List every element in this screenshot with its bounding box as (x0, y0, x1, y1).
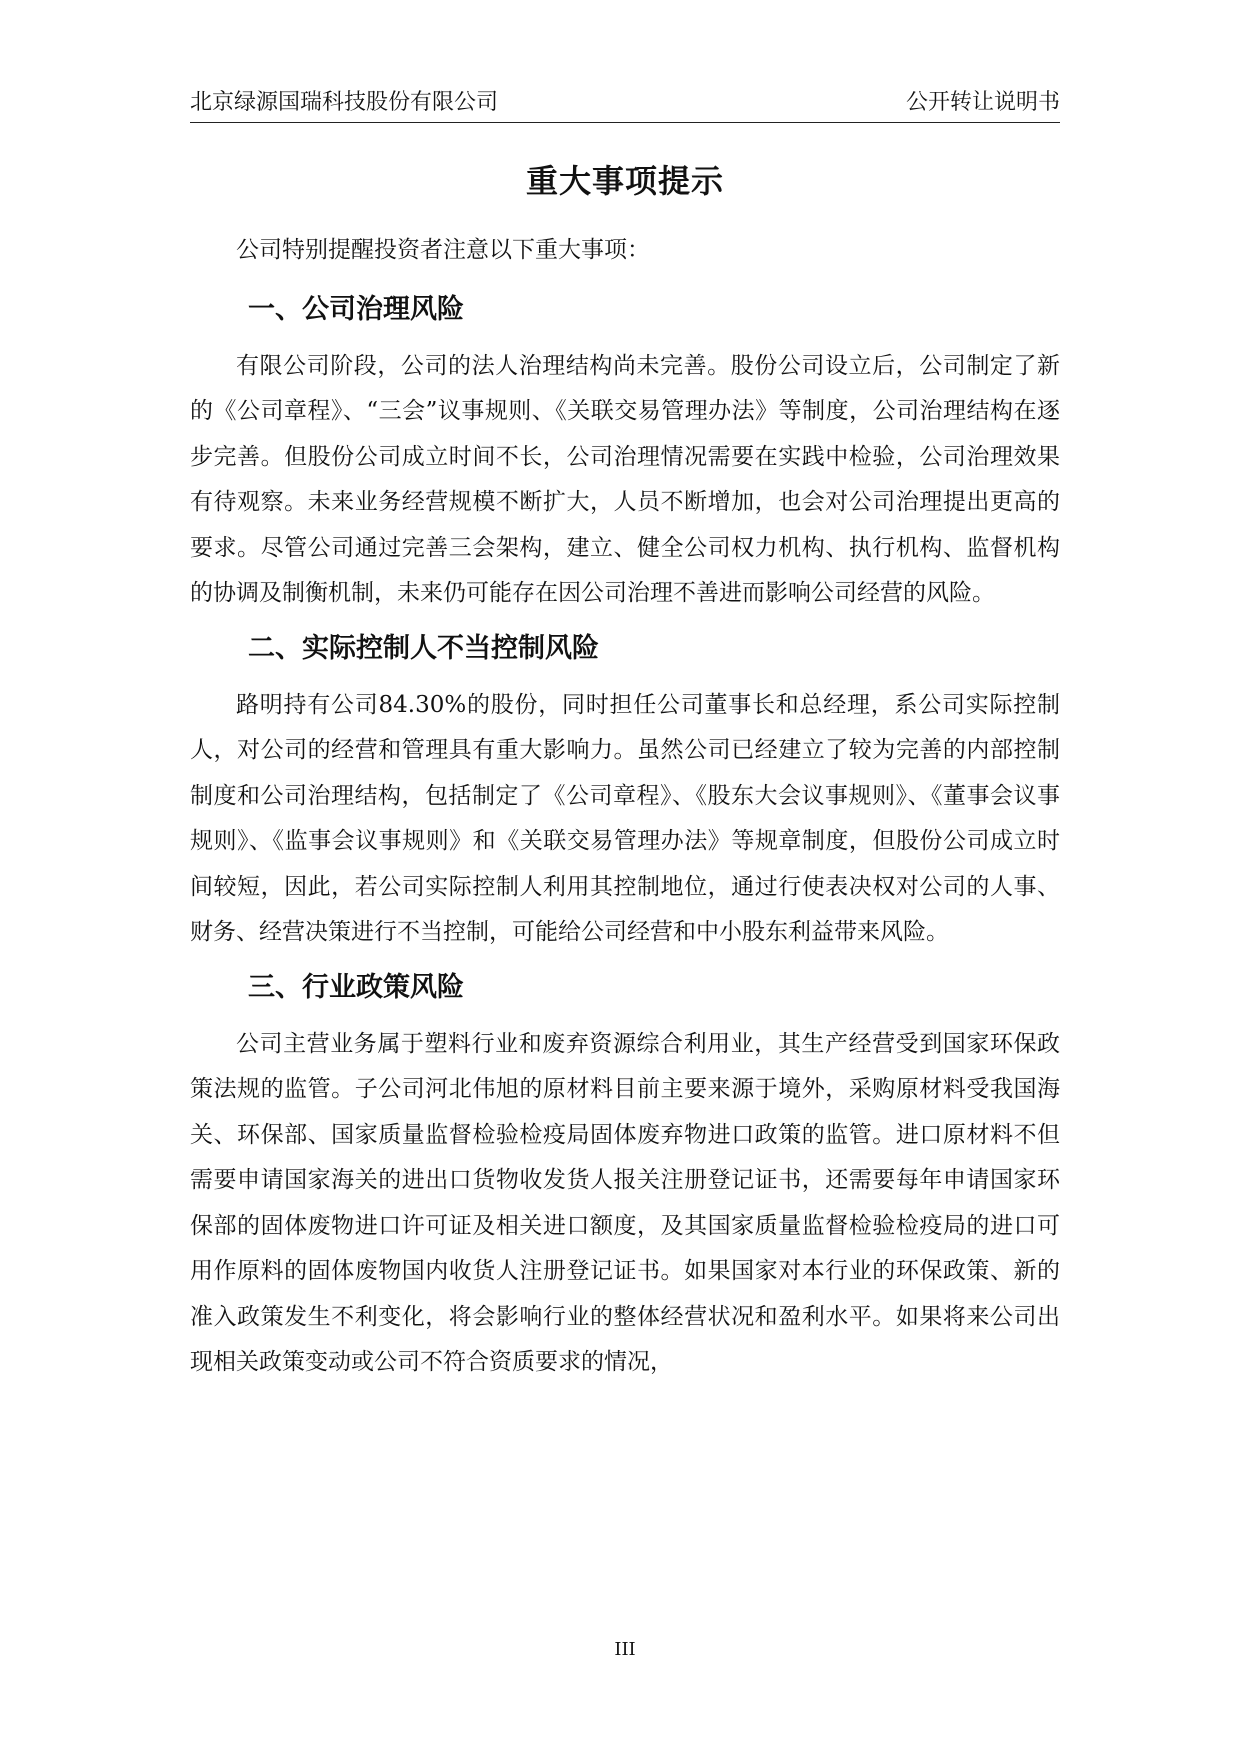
section-heading-controller-risk: 二、实际控制人不当控制风险 (248, 632, 599, 664)
page-title: 重大事项提示 (525, 162, 724, 200)
document-body (190, 228, 1060, 1394)
section-heading-governance-risk: 一、公司治理风险 (248, 293, 464, 325)
section-paragraph-controller-risk: 路明持有公司84.30%的股份，同时担任公司董事长和总经理，系公司实际控制人，对公司的经营和管理具有重大影响力。虽然公司已经建立了较为完善的内部控制制度和公司治理结构，包括制定了《公司章程》、《股东大会议事规则》、《董事会议事规则》、《监事会议事规则》和《关联交易管理办法》等规章制度，但股份公司成立时间较短，因此，若公司实际控制人利用其控制地位，通过行使表决权对公司的人事、财务、经营决策进行不当控制，可能给公司经营和中小股东利益带来风险。 (190, 691, 1060, 945)
header-document-type: 公开转让说明书 (905, 90, 1060, 115)
page-number: III (614, 1639, 636, 1660)
page-header (190, 88, 1060, 123)
section-paragraph-governance-risk: 有限公司阶段，公司的法人治理结构尚未完善。股份公司设立后，公司制定了新的《公司章程》、“三会”议事规则、《关联交易管理办法》等制度，公司治理结构在逐步完善。但股份公司成立时间不长，公司治理情况需要在实践中检验，公司治理效果有待观察。未来业务经营规模不断扩大，人员不断增加，也会对公司治理提出更高的要求。尽管公司通过完善三会架构，建立、健全公司权力机构、执行机构、监督机构的协调及制衡机制，未来仍可能存在因公司治理不善进而影响公司经营的风险。 (190, 352, 1060, 606)
section-heading-policy-risk: 三、行业政策风险 (248, 971, 464, 1003)
section-paragraph-policy-risk: 公司主营业务属于塑料行业和废弃资源综合利用业，其生产经营受到国家环保政策法规的监管。子公司河北伟旭的原材料目前主要来源于境外，采购原材料受我国海关、环保部、国家质量监督检验检疫局固体废弃物进口政策的监管。进口原材料不但需要申请国家海关的进出口货物收发货人报关注册登记证书，还需要每年申请国家环保部的固体废物进口许可证及相关进口额度，及其国家质量监督检验检疫局的进口可用作原料的固体废物国内收货人注册登记证书。如果国家对本行业的环保政策、新的准入政策发生不利变化，将会影响行业的整体经营状况和盈利水平。如果将来公司出现相关政策变动或公司不符合资质要求的情况， (190, 1030, 1060, 1375)
intro-paragraph: 公司特别提醒投资者注意以下重大事项： (236, 237, 650, 263)
header-company-name: 北京绿源国瑞科技股份有限公司 (190, 90, 499, 115)
